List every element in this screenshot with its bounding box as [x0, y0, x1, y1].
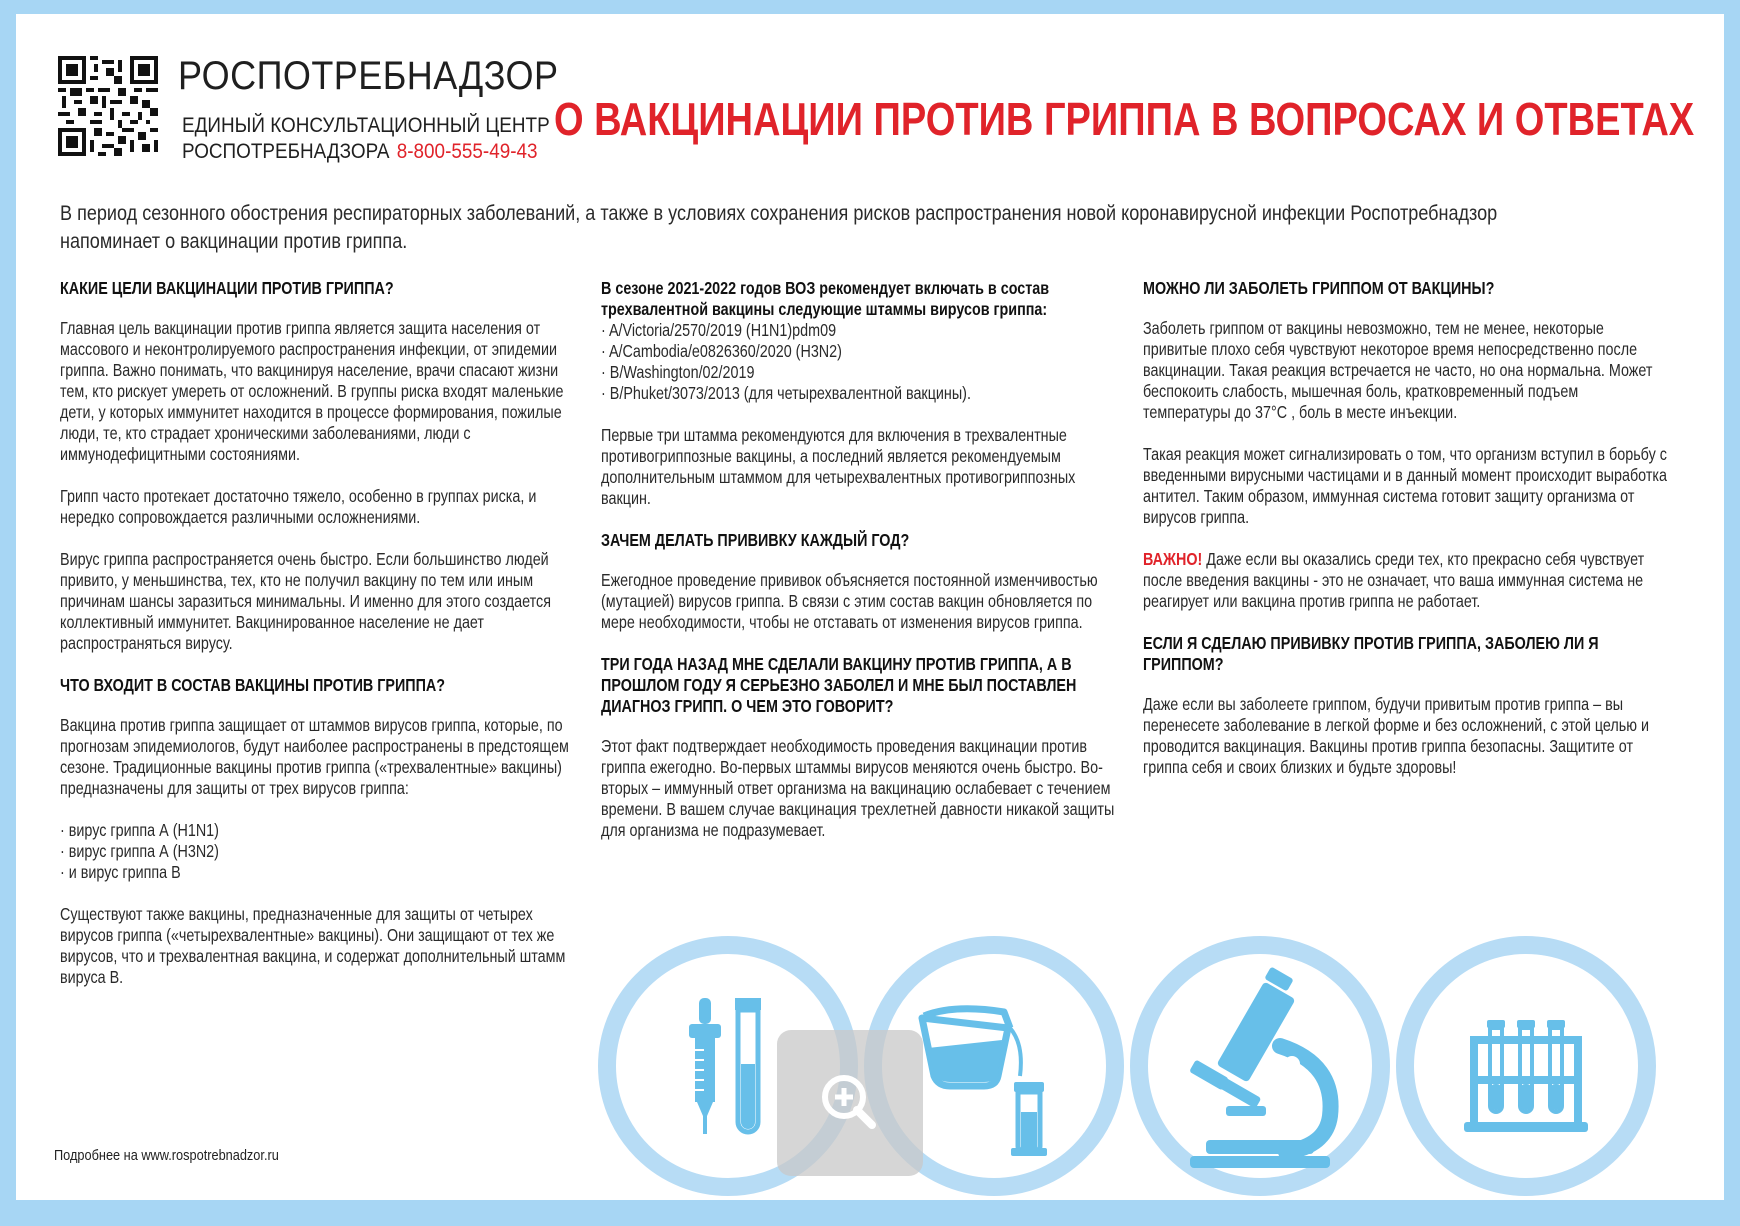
who-strains-text: Первые три штамма рекомендуются для включения в трехвалентные противогриппозные вакцины, а последний является рекомендуемым дополнительным штаммом для четырехвалентных противогриппозных вакцин. [601, 425, 1076, 508]
important-text: Даже если вы оказались среди тех, кто прекрасно себя чувствует после введения вакцины - это не означает, что ваша иммунная система не реагирует или вакцина против гриппа не работает. [1143, 549, 1645, 611]
list-item: · вирус гриппа А (H1N1) [60, 820, 219, 840]
answer-goals-p1: Главная цель вакцинации против гриппа является защита населения от массового и неконтролируемого распространения инфекции, от эпидемии гриппа. Важно понимать, что вакцинируя население, врачи спасают жизни тем, кто рискует умереть от осложнений. В группы риска входят маленькие дети, у которых иммунитет находится в процессе формирования, пожилые люди, те, кто страдает хроническими заболеваниями, люди с иммунодефицитными состояниями. [60, 318, 564, 464]
answer-sick-from-vaccine-p1: Заболеть гриппом от вакцины невозможно, тем не менее, некоторые привитые плохо себя чувствуют некоторое время непосредственно после вакцинации. Такая реакция встречается не часто, но она нормальна. Может беспокоить слабость, мышечная боль, кратковременный подъем температуры до 37°С , боль в месте инъекции. [1143, 318, 1653, 422]
answer-composition-p2: Существуют также вакцины, предназначенные для защиты от четырех вирусов гриппа («четырехвалентные» вакцины). Они защищают от тех же вирусов, что и трехвалентная вакцина, и содержат дополнительный штамм вируса В. [60, 904, 566, 987]
org-subtitle-line2-text: РОСПОТРЕБНАДЗОРА [182, 140, 390, 163]
org-title: РОСПОТРЕБНАДЗОР [178, 54, 559, 98]
question-sick-from-vaccine-heading: МОЖНО ЛИ ЗАБОЛЕТЬ ГРИППОМ ОТ ВАКЦИНЫ? [1143, 278, 1495, 298]
answer-yearly: Ежегодное проведение прививок объясняется постоянной изменчивостью (мутацией) вирусов гриппа. В связи с этим состав вакцин обновляется по мере необходимости, чтобы не отставать от изменения вирусов гриппа. [601, 570, 1098, 632]
list-item: · A/Cambodia/e0826360/2020 (H3N2) [601, 341, 842, 361]
question-goals-heading: КАКИЕ ЦЕЛИ ВАКЦИНАЦИИ ПРОТИВ ГРИППА? [60, 278, 394, 298]
poster [16, 14, 1724, 1200]
important-note [1143, 549, 1668, 612]
important-label: ВАЖНО! [1143, 549, 1203, 569]
column-3 [1143, 278, 1668, 799]
org-subtitle-line2 [182, 140, 538, 164]
answer-composition-p1: Вакцина против гриппа защищает от штаммов вирусов гриппа, которые, по прогнозам эпидемиологов, будут наиболее распространены в предстоящем сезоне. Традиционные вакцины против гриппа («трехвалентные» вакцины) предназначены для защиты от трех вирусов гриппа: [60, 715, 569, 798]
question-yearly-heading: ЗАЧЕМ ДЕЛАТЬ ПРИВИВКУ КАЖДЫЙ ГОД? [601, 530, 910, 550]
strain-list [601, 320, 1126, 404]
question-composition-heading: ЧТО ВХОДИТ В СОСТАВ ВАКЦИНЫ ПРОТИВ ГРИППА? [60, 675, 446, 695]
microscope-circle [1130, 936, 1390, 1196]
hotline-phone: 8-800-555-49-43 [396, 140, 538, 163]
org-subtitle-line1: ЕДИНЫЙ КОНСУЛЬТАЦИОННЫЙ ЦЕНТР [182, 114, 550, 137]
question-after-vaccination-heading: ЕСЛИ Я СДЕЛАЮ ПРИВИВКУ ПРОТИВ ГРИППА, ЗАБОЛЕЮ ЛИ Я ГРИППОМ? [1143, 633, 1599, 674]
answer-goals-p2: Грипп часто протекает достаточно тяжело, особенно в группах риска, и нередко сопровождается различными осложнениями. [60, 486, 537, 527]
intro-text: В период сезонного обострения респираторных заболеваний, а также в условиях сохранения рисков распространения новой коронавирусной инфекции Роспотребнадзор напоминает о вакцинации против гриппа. [60, 202, 1498, 253]
list-item: · вирус гриппа А (H3N2) [60, 841, 219, 861]
answer-goals-p3: Вирус гриппа распространяется очень быстро. Если большинство людей привито, у меньшинства, тех, кто не получил вакцину по тем или иным причинам шансы заразиться минимальны. И именно для этого создается коллективный иммунитет. Вакцинированное население не дает распространяться вирусу. [60, 549, 551, 653]
footer-link-text: Подробнее на www.rospotrebnadzor.ru [54, 1147, 279, 1164]
qr-code-icon [58, 56, 158, 156]
column-1 [60, 278, 585, 1009]
test-tubes-icon [1396, 936, 1656, 1196]
list-item: · A/Victoria/2570/2019 (H1N1)pdm09 [601, 320, 837, 340]
list-item: · B/Phuket/3073/2013 (для четырехвалентной вакцины). [601, 383, 971, 403]
question-three-years-heading: ТРИ ГОДА НАЗАД МНЕ СДЕЛАЛИ ВАКЦИНУ ПРОТИВ ГРИППА, А В ПРОШЛОМ ГОДУ Я СЕРЬЕЗНО ЗАБОЛЕЛ И МНЕ БЫЛ ПОСТАВЛЕН ДИАГНОЗ ГРИПП. О ЧЕМ ЭТО ГОВОРИТ? [601, 654, 1077, 716]
list-item: · и вирус гриппа В [60, 862, 181, 882]
answer-sick-from-vaccine-p2: Такая реакция может сигнализировать о том, что организм вступил в борьбу с введенными вирусными частицами и в данный момент происходит выработка антител. Таким образом, иммунная система готовит защиту организма от вирусов гриппа. [1143, 444, 1667, 527]
answer-after-vaccination: Даже если вы заболеете гриппом, будучи привитым против гриппа – вы перенесете заболевание в легкой форме и без осложнений, с этой целью и проводится вакцинация. Вакцины против гриппа безопасны. Защитите от гриппа себя и своих близких и будьте здоровы! [1143, 694, 1650, 777]
answer-three-years: Этот факт подтверждает необходимость проведения вакцинации против гриппа ежегодно. Во-первых штаммы вирусов меняются очень быстро. Во-вторых – иммунный ответ организма на вакцинацию ослабевает с течением времени. В вашем случае вакцинация трехлетней давности никакой защиты для организма не подразумевает. [601, 736, 1115, 840]
column-2 [601, 278, 1126, 862]
test-tubes-circle [1396, 936, 1656, 1196]
who-strains-heading: В сезоне 2021-2022 годов ВОЗ рекомендует включать в состав трехвалентной вакцины следующие штаммы вирусов гриппа: [601, 278, 1050, 319]
virus-list [60, 820, 585, 883]
zoom-button[interactable] [777, 1030, 923, 1176]
main-title: О ВАКЦИНАЦИИ ПРОТИВ ГРИППА В ВОПРОСАХ И ОТВЕТАХ [554, 93, 1695, 145]
zoom-icon [777, 1030, 923, 1176]
list-item: · B/Washington/02/2019 [601, 362, 755, 382]
microscope-icon [1130, 936, 1390, 1196]
